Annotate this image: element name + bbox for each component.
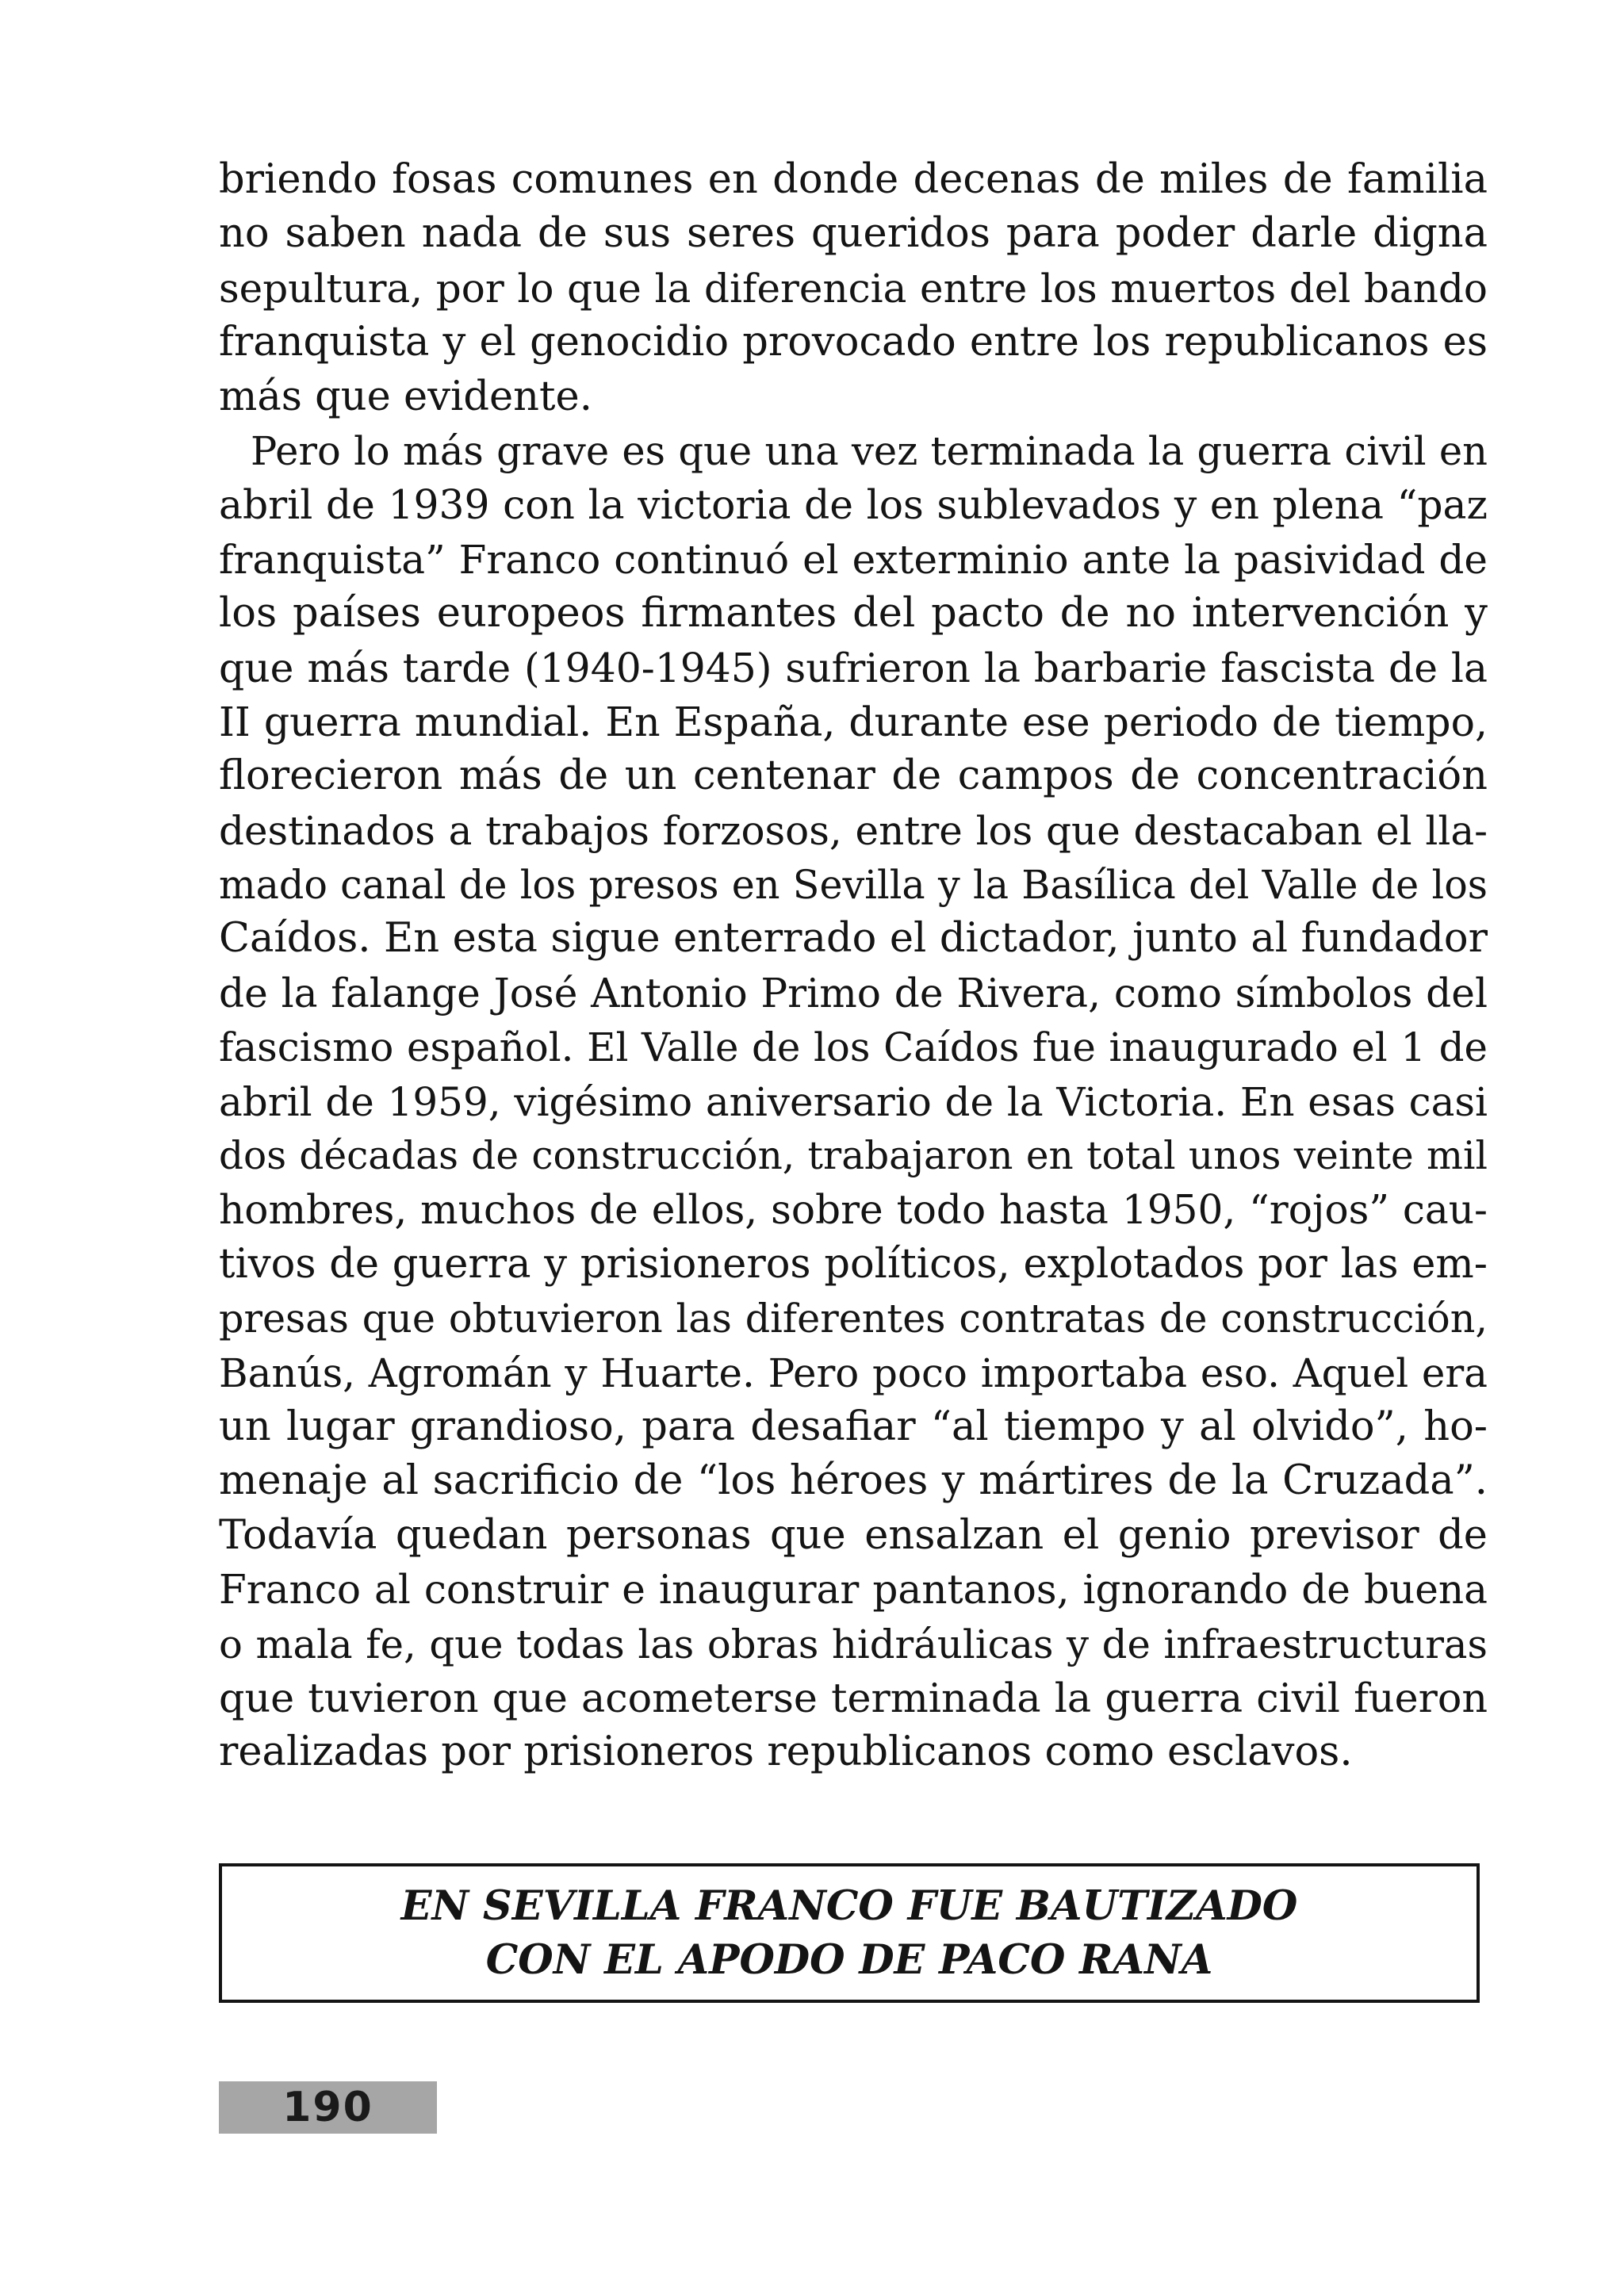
body-line: fascismo español. El Valle de los Caídos fue inaugurado el 1 de bbox=[219, 1024, 1488, 1071]
body-line: dos décadas de construcción, trabajaron en total unos veinte mil bbox=[219, 1134, 1488, 1179]
page-number: 190 bbox=[282, 2084, 373, 2131]
body-line: Franco al construir e inaugurar pantanos, ignorando de buena bbox=[219, 1567, 1488, 1614]
body-line: florecieron más de un centenar de campos de concentración bbox=[219, 752, 1488, 800]
body-line: que más tarde (1940-1945) sufrieron la barbarie fascista de la bbox=[219, 644, 1488, 691]
body-line: realizadas por prisioneros republicanos como esclavos. bbox=[219, 1728, 1353, 1776]
body-line: abril de 1939 con la victoria de los sublevados y en plena “paz bbox=[219, 481, 1488, 529]
body-line: presas que obtuvieron las diferentes contratas de construcción, bbox=[219, 1296, 1488, 1342]
body-line: Banús, Agromán y Huarte. Pero poco importaba eso. Aquel era bbox=[219, 1349, 1488, 1396]
body-line: II guerra mundial. En España, durante ese periodo de tiempo, bbox=[219, 698, 1488, 745]
body-line: franquista” Franco continuó el exterminio ante la pasividad de bbox=[219, 536, 1488, 583]
body-line: sepultura, por lo que la diferencia entre los muertos del bando bbox=[219, 265, 1488, 312]
body-line: abril de 1959, vigésimo aniversario de la Victoria. En esas casi bbox=[219, 1078, 1488, 1125]
body-line: Caídos. En esta sigue enterrado el dictador, junto al fundador bbox=[219, 915, 1488, 963]
body-line: hombres, muchos de ellos, sobre todo hasta 1950, “rojos” cau- bbox=[219, 1186, 1488, 1234]
callout-line-1: EN SEVILLA FRANCO FUE BAUTIZADO bbox=[400, 1882, 1298, 1930]
body-line: más que evidente. bbox=[219, 373, 592, 420]
body-line: un lugar grandioso, para desafiar “al tiempo y al olvido”, ho- bbox=[219, 1403, 1488, 1450]
body-line: Todavía quedan personas que ensalzan el genio previsor de bbox=[219, 1511, 1488, 1559]
body-line: briendo fosas comunes en donde decenas de miles de familia bbox=[219, 156, 1488, 203]
callout-line-2: CON EL APODO DE PACO RANA bbox=[485, 1936, 1213, 1984]
body-text bbox=[219, 153, 1488, 1780]
body-line: tivos de guerra y prisioneros políticos, explotados por las em- bbox=[219, 1240, 1488, 1288]
body-line: mado canal de los presos en Sevilla y la Basílica del Valle de los bbox=[219, 862, 1488, 909]
body-line: de la falange José Antonio Primo de Rivera, como símbolos del bbox=[219, 969, 1488, 1016]
body-line: destinados a trabajos forzosos, entre los que destacaban el lla- bbox=[219, 807, 1488, 854]
body-line: franquista y el genocidio provocado entre los republicanos es bbox=[219, 319, 1488, 366]
callout-box bbox=[219, 1863, 1480, 2003]
body-line: o mala fe, que todas las obras hidráulicas y de infraestructuras bbox=[219, 1621, 1488, 1667]
body-line: Pero lo más grave es que una vez terminada la guerra civil en bbox=[251, 427, 1488, 474]
body-line: no saben nada de sus seres queridos para poder darle digna bbox=[219, 210, 1488, 258]
body-line: los países europeos firmantes del pacto de no intervención y bbox=[219, 590, 1488, 637]
body-line: que tuvieron que acometerse terminada la guerra civil fueron bbox=[219, 1674, 1488, 1721]
page-number-box bbox=[219, 2081, 437, 2134]
body-line: menaje al sacrificio de “los héroes y mártires de la Cruzada”. bbox=[219, 1457, 1488, 1505]
